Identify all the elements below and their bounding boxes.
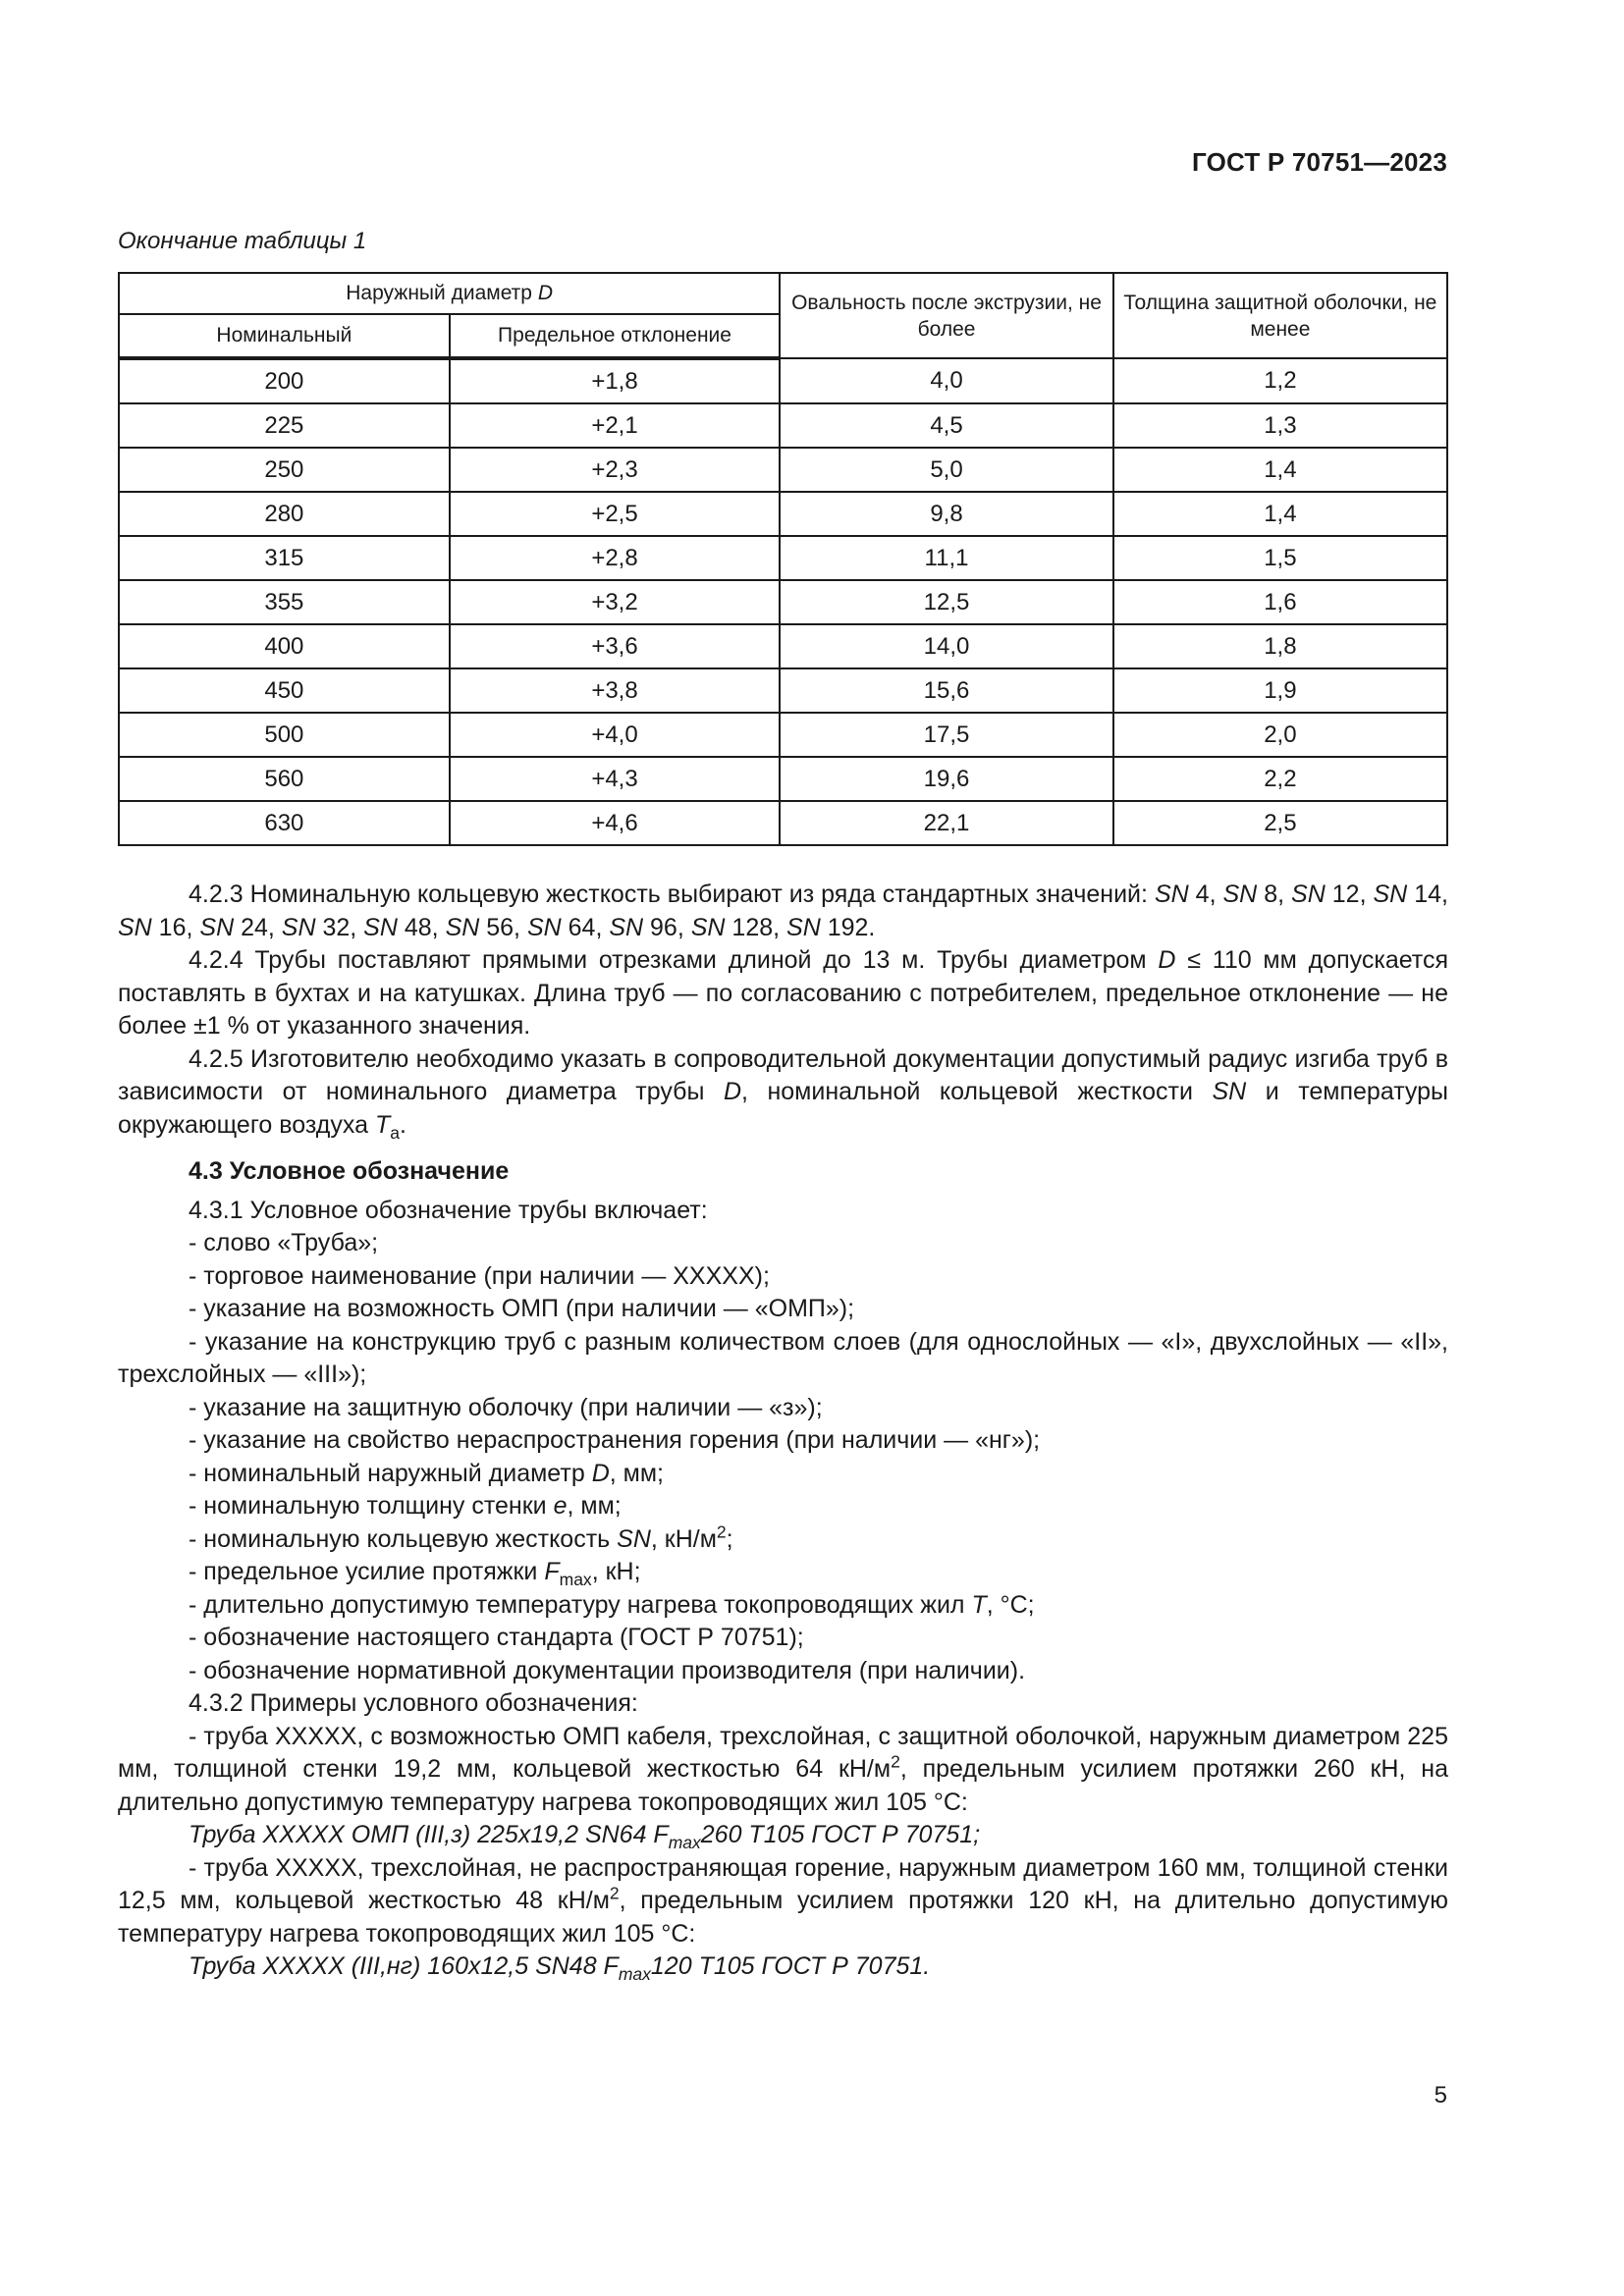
doc-code-header: ГОСТ Р 70751—2023 (1192, 147, 1447, 177)
table-cell: +1,8 (450, 358, 781, 403)
table-body (119, 358, 1447, 845)
table-cell: +2,3 (450, 448, 781, 492)
header-deviation: Предельное отклонение (450, 314, 781, 358)
table-row (119, 358, 1447, 403)
table-cell: 12,5 (780, 580, 1112, 624)
table-cell: 355 (119, 580, 450, 624)
table-cell: 1,9 (1113, 668, 1447, 713)
section-heading-4-3: 4.3 Условное обозначение (189, 1157, 510, 1185)
list-item: - обозначение нормативной документации производителя (при наличии). (189, 1656, 1026, 1684)
list-item: - указание на защитную оболочку (при наличии — «з»); (189, 1393, 823, 1421)
table-cell: 200 (119, 358, 450, 403)
table-row (119, 624, 1447, 668)
table-cell: +3,2 (450, 580, 781, 624)
table-cell: +2,1 (450, 403, 781, 448)
list-item: - указание на конструкцию труб с разным количеством слоев (для однослойных — «I», двухслойных — «II», трехслойных — «III»); (118, 1327, 1448, 1388)
example-1-designation: Труба ХХХХХ ОМП (III,з) 225х19,2 SN64 $F_{max}260$ T105 ГОСТ Р 70751; (189, 1821, 981, 1852)
table-row (119, 492, 1447, 536)
table-cell: 2,5 (1113, 801, 1447, 845)
table-cell: +2,5 (450, 492, 781, 536)
table-cell: 4,0 (780, 358, 1112, 403)
table-cell: 1,6 (1113, 580, 1447, 624)
table-cell: 400 (119, 624, 450, 668)
table-cell: 1,5 (1113, 536, 1447, 580)
table-row (119, 713, 1447, 757)
list-item: - указание на возможность ОМП (при наличии — «ОМП»); (189, 1295, 855, 1322)
list-item: - обозначение настоящего стандарта (ГОСТ Р 70751); (189, 1624, 804, 1651)
table-row (119, 536, 1447, 580)
table-cell: 22,1 (780, 801, 1112, 845)
table-cell: 1,4 (1113, 448, 1447, 492)
table-cell: 4,5 (780, 403, 1112, 448)
example-2-description: - труба ХХХХХ, трехслойная, не распространяющая горение, наружным диаметром 160 мм, толщиной стенки 12,5 мм, кольцевой жесткостью 48 $кН/м^2$, предельным усилием протяжки 120 кН, на длительно допустимую температуру нагрева токопроводящих жил 105 °С: (118, 1853, 1449, 1948)
table-cell: +2,8 (450, 536, 781, 580)
table-cell: 250 (119, 448, 450, 492)
table-cell: 11,1 (780, 536, 1112, 580)
table-cell: 14,0 (780, 624, 1112, 668)
table-caption: Окончание таблицы 1 (118, 228, 367, 254)
table-cell: 315 (119, 536, 450, 580)
list-item: - торговое наименование (при наличии — ХХХХХ); (189, 1261, 770, 1290)
table-cell: 1,2 (1113, 358, 1447, 403)
table-row (119, 757, 1447, 801)
table-cell: +4,0 (450, 713, 781, 757)
table-row (119, 801, 1447, 845)
table-cell: +3,8 (450, 668, 781, 713)
table-cell: 5,0 (780, 448, 1112, 492)
table-row (119, 448, 1447, 492)
table-cell: 2,0 (1113, 713, 1447, 757)
table-cell: 17,5 (780, 713, 1112, 757)
list-item: - номинальную толщину стенки e, мм; (189, 1492, 622, 1520)
table-cell: 1,3 (1113, 403, 1447, 448)
table-1 (118, 272, 1448, 846)
list-item: - предельное усилие протяжки $F_{max}$, кН; (189, 1558, 641, 1589)
table-cell: +3,6 (450, 624, 781, 668)
table-cell: 280 (119, 492, 450, 536)
table-cell: 560 (119, 757, 450, 801)
paragraph-4-3-1: 4.3.1 Условное обозначение трубы включает: (189, 1196, 708, 1224)
table-cell: 450 (119, 668, 450, 713)
header-outer-diameter: Наружный диаметр D (119, 273, 780, 314)
table-cell: 500 (119, 713, 450, 757)
table-cell: +4,3 (450, 757, 781, 801)
example-1-description: - труба ХХХХХ, с возможностью ОМП кабеля, трехслойная, с защитной оболочкой, наружным диаметром 225 мм, толщиной стенки 19,2 мм, кольцевой жесткостью 64 $кН/м^2$, предельным усилием протяжки 260 кН, на длительно допустимую температуру нагрева токопроводящих жил 105 °С: (118, 1722, 1448, 1816)
table-cell: 15,6 (780, 668, 1112, 713)
table-cell: 19,6 (780, 757, 1112, 801)
header-nominal: Номинальный (119, 314, 450, 358)
paragraph-4-2-5: 4.2.5 Изготовителю необходимо указать в сопроводительной документации допустимый радиус изгиба труб в зависимости от номинального диаметра трубы D, номинальной кольцевой жесткости SN и температуры окружающего воздуха $T_а$. (118, 1044, 1449, 1143)
example-2-designation: Труба ХХХХХ (III,нг) 160х12,5 SN48 $F_{max}120$ T105 ГОСТ Р 70751. (189, 1952, 931, 1984)
table-cell: 1,8 (1113, 624, 1447, 668)
table-row (119, 580, 1447, 624)
table-cell: 2,2 (1113, 757, 1447, 801)
table-cell: 225 (119, 403, 450, 448)
list-item: - указание на свойство нераспространения горения (при наличии — «нг»); (189, 1426, 1041, 1454)
list-item: - длительно допустимую температуру нагрева токопроводящих жил T, °С; (189, 1590, 1035, 1619)
header-ovality: Овальность после экструзии, не более (780, 273, 1112, 358)
table-row (119, 403, 1447, 448)
table-cell: 1,4 (1113, 492, 1447, 536)
page-number: 5 (1434, 2082, 1447, 2109)
paragraph-4-3-2: 4.3.2 Примеры условного обозначения: (189, 1689, 638, 1717)
paragraph-4-2-4: 4.2.4 Трубы поставляют прямыми отрезками длиной до 13 м. Трубы диаметром D ≤ 110 мм допускается поставлять в бухтах и на катушках. Длина труб — по согласованию с потребителем, предельное отклонение — не более ±1 % от указанного значения. (118, 946, 1449, 1040)
header-sheath: Толщина защитной оболочки, не менее (1113, 273, 1447, 358)
list-item: - номинальный наружный диаметр D, мм; (189, 1459, 664, 1487)
list-item: - номинальную кольцевую жесткость SN, $кН/м^2$; (189, 1522, 733, 1553)
list-item: - слово «Труба»; (189, 1229, 379, 1256)
table-cell: 630 (119, 801, 450, 845)
table-row (119, 668, 1447, 713)
table-cell: 9,8 (780, 492, 1112, 536)
paragraph-4-2-3: 4.2.3 Номинальную кольцевую жесткость выбирают из ряда стандартных значений: SN 4, SN 8, SN 12, SN 14, SN 16, SN 24, SN 32, SN 48, SN 56, SN 64, SN 96, SN 128, SN 192. (118, 881, 1448, 941)
body-text (118, 879, 1448, 1984)
table-cell: +4,6 (450, 801, 781, 845)
